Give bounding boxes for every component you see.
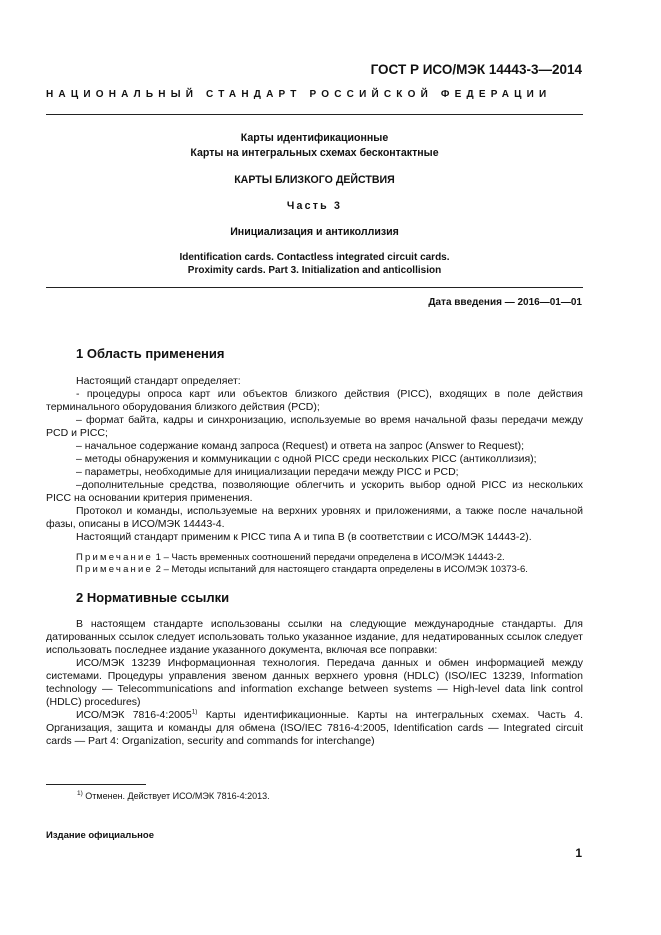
note-label: Примечание bbox=[76, 552, 153, 563]
footnote-divider bbox=[46, 784, 146, 785]
note-label: Примечание bbox=[76, 564, 153, 575]
footnote-mark: 1) bbox=[77, 790, 83, 797]
s1-bullet-5: – параметры, необходимые для инициализации передачи между PICC и PCD; bbox=[76, 466, 459, 478]
s1-note-2 bbox=[76, 564, 583, 576]
s2-ref-rest: Карты идентификационные. Карты на интегральных схемах. Часть 4. Организация, защита и команды для обмена (ISO/IEC 7816-4:2005, Identification cards — Integrated circuit cards — Part 4: Organization, security and commands for interchange) bbox=[46, 709, 583, 747]
s2-para-2: ИСО/МЭК 13239 Информационная технология. Передача данных и обмен информацией между системами. Процедуры управления звеном данных верхнего уровня (HDLC) (ISO/IEC 13239, Information technology — Telecommunications and information exchange between systems — High-level data link control (HDLC) procedures) bbox=[46, 657, 583, 708]
edition-label: Издание официальное bbox=[46, 830, 154, 841]
document-code: ГОСТ Р ИСО/МЭК 14443-3—2014 bbox=[370, 62, 582, 77]
section1-body bbox=[46, 375, 583, 576]
section2-body bbox=[46, 618, 583, 748]
header-divider bbox=[46, 114, 583, 115]
title-divider bbox=[46, 287, 583, 288]
section2-heading-text: 2 Нормативные ссылки bbox=[76, 590, 230, 605]
s1-para-3: Настоящий стандарт применим к PICC типа А и типа В (в соответствии с ИСО/МЭК 14443-2). bbox=[76, 531, 532, 543]
title-en-line1: Identification cards. Contactless integrated circuit cards. bbox=[179, 252, 450, 263]
title-en-line2: Proximity cards. Part 3. Initialization and anticollision bbox=[187, 265, 442, 276]
s1-bullet-2: – формат байта, кадры и синхронизацию, используемые во время начальной фазы передачи между PCD и PICC; bbox=[46, 414, 583, 439]
section1-heading-text: 1 Область применения bbox=[76, 346, 225, 361]
section2-heading bbox=[76, 590, 229, 605]
note-2-text: 2 – Методы испытаний для настоящего стандарта определены в ИСО/МЭК 10373-6. bbox=[155, 564, 528, 575]
title-part: Часть 3 bbox=[286, 200, 343, 212]
s1-intro: Настоящий стандарт определяет: bbox=[76, 375, 241, 387]
section1-heading bbox=[76, 346, 225, 361]
title-main: КАРТЫ БЛИЗКОГО ДЕЙСТВИЯ bbox=[234, 174, 395, 186]
s1-bullet-1: - процедуры опроса карт или объектов близкого действия (PICC), входящих в поле действия терминального оборудования близкого действия (PCD); bbox=[46, 388, 583, 413]
page-number: 1 bbox=[575, 846, 582, 860]
s2-para-1: В настоящем стандарте использованы ссылки на следующие международные стандарты. Для датированных ссылок следует использовать только указанное издание, для недатированных ссылок следует использовать последнее издание указанного документа, включая все поправки: bbox=[46, 618, 583, 656]
national-standard-banner: НАЦИОНАЛЬНЫЙ СТАНДАРТ РОССИЙСКОЙ ФЕДЕРАЦИИ bbox=[46, 89, 552, 100]
s2-para-3 bbox=[46, 709, 583, 748]
s1-bullet-6: –дополнительные средства, позволяющие облегчить и ускорить выбор одной PICC из нескольких PICC на основании критерия применения. bbox=[46, 479, 583, 504]
footnote bbox=[77, 791, 270, 801]
footnote-ref-mark[interactable]: 1) bbox=[191, 708, 198, 716]
s1-note-1 bbox=[76, 552, 583, 564]
introduction-date: Дата введения — 2016—01—01 bbox=[428, 297, 582, 308]
footnote-text: Отменен. Действует ИСО/МЭК 7816-4:2013. bbox=[82, 791, 270, 801]
title-ru-line2: Карты на интегральных схемах бесконтактные bbox=[190, 147, 439, 159]
s2-ref: ИСО/МЭК 7816-4:2005 bbox=[76, 709, 192, 721]
s1-bullet-4: – методы обнаружения и коммуникации с одной PICC среди нескольких PICC (антиколлизия); bbox=[76, 453, 537, 465]
note-1-text: 1 – Часть временных соотношений передачи определена в ИСО/МЭК 14443-2. bbox=[155, 552, 505, 563]
s1-bullet-3: – начальное содержание команд запроса (Request) и ответа на запрос (Answer to Request); bbox=[76, 440, 524, 452]
s1-para-2: Протокол и команды, используемые на верхних уровнях и приложениями, а также после начальной фазы, описаны в ИСО/МЭК 14443-4. bbox=[46, 505, 583, 530]
title-ru-line1: Карты идентификационные bbox=[240, 132, 389, 144]
title-subtitle: Инициализация и антиколлизия bbox=[230, 226, 399, 238]
